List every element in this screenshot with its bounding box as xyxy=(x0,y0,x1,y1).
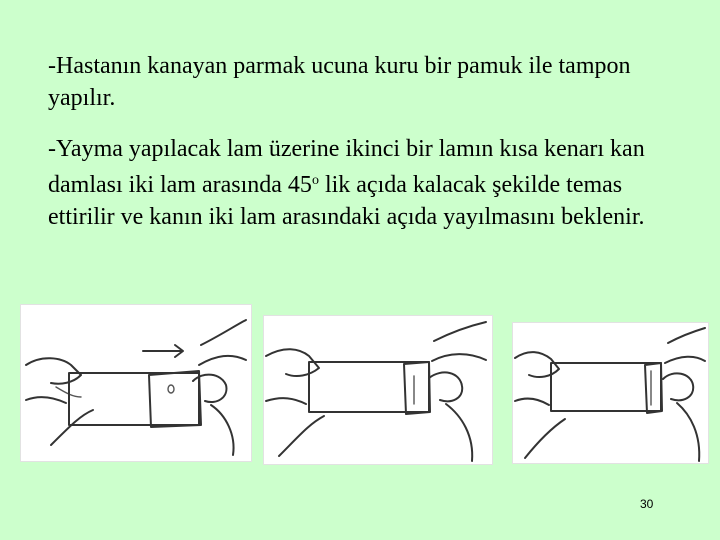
degree-superscript: o xyxy=(311,173,319,188)
instruction-text-part-2: lik açıda kalacak şekilde temas ettirilir ve kanın iki lam arasındaki açıda yayılmasını beklenir. xyxy=(48,172,645,230)
instruction-text-part-1: -Yayma yapılacak lam üzerine ikinci bir lamın kısa kenarı kan damlası iki lam arasında 45 xyxy=(48,136,645,198)
figure-step-1 xyxy=(20,304,252,462)
figure-step-2 xyxy=(263,315,493,465)
instruction-paragraph-2 xyxy=(48,133,688,233)
page-number: 30 xyxy=(640,497,654,511)
figure-step-3 xyxy=(512,322,709,464)
slide-illustration-2 xyxy=(264,316,492,464)
slide-illustration-1 xyxy=(21,305,251,461)
instruction-paragraph-1: -Hastanın kanayan parmak ucuna kuru bir pamuk ile tampon yapılır. xyxy=(48,53,631,111)
slide-illustration-3 xyxy=(513,323,708,463)
